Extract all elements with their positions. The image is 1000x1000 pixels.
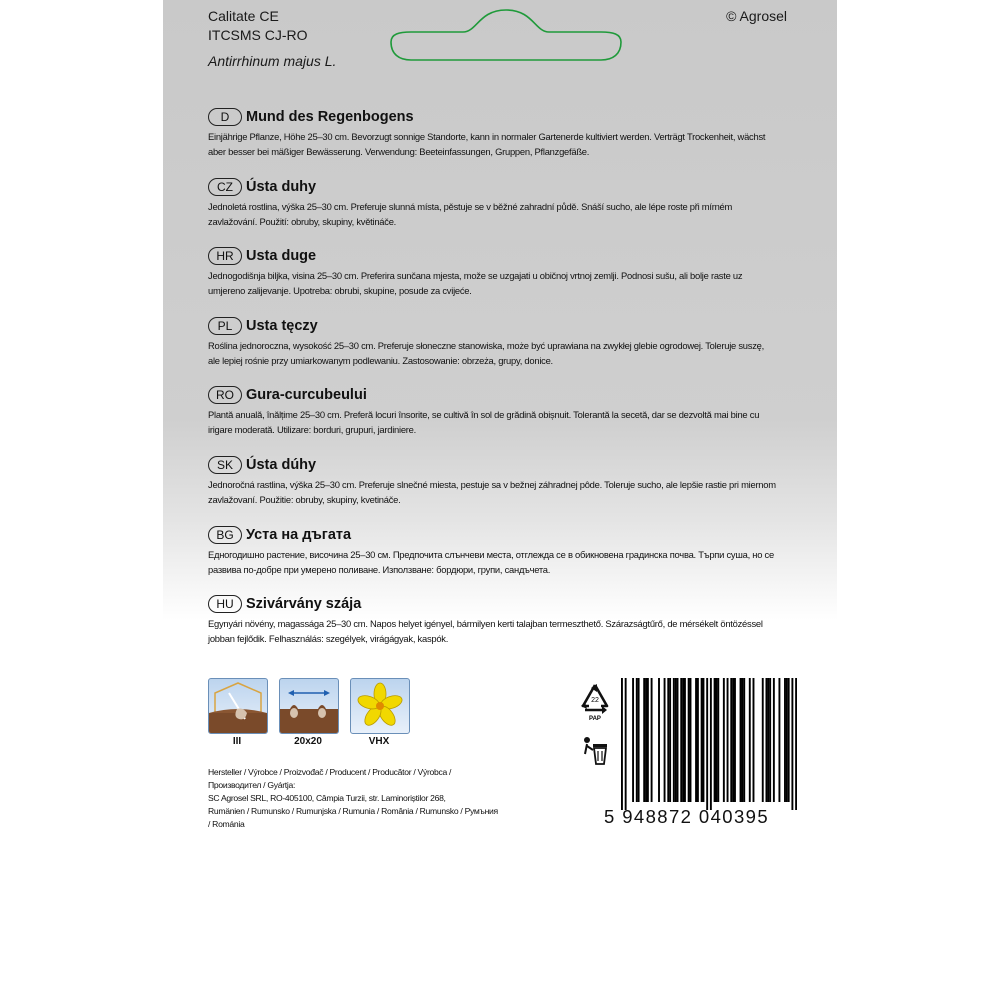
section-text-bg: Едногодишно растение, височина 25–30 см. Предпочита слънчеви места, отглежда се в обикновена градинска почва. Търпи суша, но се развива по-добре при умерено поливане. Използване: бордюри, групи, сандъчета. <box>208 549 774 575</box>
barcode-bar <box>786 678 788 802</box>
barcode-bar <box>753 678 755 802</box>
barcode-bar <box>762 678 764 802</box>
section-title-bg: Уста на дъгата <box>246 527 352 543</box>
barcode-bar <box>658 678 660 802</box>
section-title-ro: Gura-curcubeului <box>246 387 367 403</box>
section-de <box>208 107 778 159</box>
barcode-bar <box>791 678 793 810</box>
recycling-icon <box>577 682 613 722</box>
section-pl <box>208 316 778 368</box>
barcode-bar <box>788 678 790 802</box>
barcode-bar <box>767 678 769 802</box>
latin-name: Antirrhinum majus L. <box>208 53 337 69</box>
producer-line-2: SC Agrosel SRL, RO-405100, Câmpia Turzii, str. Laminoriștilor 268, <box>208 793 446 803</box>
seed-packet-back <box>163 0 837 1000</box>
flowering-icon <box>350 678 410 734</box>
section-text-ro: Plantă anuală, înălțime 25–30 cm. Preferă locuri însorite, se cultivă în sol de grădină obișnuit. Tolerantă la secetă, dar se dezvoltă mai bine cu irigare moderată. Utilizare: borduri, grupuri, jardiniere. <box>208 409 760 435</box>
hanger-hole-icon <box>381 4 631 68</box>
language-badge-bg: BG <box>208 526 242 544</box>
dispose-in-bin-icon <box>581 734 611 766</box>
barcode-bar <box>715 678 717 802</box>
section-text-pl: Roślina jednoroczna, wysokość 25–30 cm. Preferuje słoneczne stanowiska, może być uprawiana na zwykłej glebie ogrodowej. Toleruje suszę, ale lepiej rośnie przy umiarkowanym podlewaniu. Zastosowanie: obrzeża, grupy, donice. <box>208 340 764 366</box>
language-badge-cz: CZ <box>208 178 242 196</box>
barcode-bar <box>682 678 684 802</box>
barcode-bar <box>778 678 780 802</box>
barcode-bar <box>621 678 623 810</box>
section-cz <box>208 177 778 229</box>
barcode-bar <box>784 678 786 802</box>
producer-info <box>208 766 498 831</box>
barcode-bar <box>795 678 797 810</box>
barcode-bar <box>664 678 666 802</box>
barcode-bar <box>669 678 671 802</box>
sowing-month-icon <box>208 678 268 734</box>
barcode-bar <box>734 678 736 802</box>
barcode-bar <box>680 678 682 802</box>
section-text-sk: Jednoročná rastlina, výška 25–30 cm. Preferuje slnečné miesta, pestuje sa v bežnej záhradnej pôde. Toleruje sucho, ale lepšie rastie pri miernom zavlažovaní. Použitie: obruby, skupiny, kvetináče. <box>208 479 776 505</box>
language-badge-de: D <box>208 108 242 126</box>
section-title-sk: Ústa dúhy <box>246 457 317 473</box>
barcode <box>621 678 797 810</box>
section-text-hu: Egynyári növény, magassága 25–30 cm. Napos helyet igényel, bármilyen kerti talajban termeszthető. Szárazságtűrő, de mérsékelt öntözéssel jobban fejlődik. Felhasználás: szegélyek, virágágyak, kaspók. <box>208 618 763 644</box>
barcode-bar <box>730 678 732 802</box>
barcode-bar <box>690 678 692 802</box>
section-title-hr: Usta duge <box>246 248 317 264</box>
barcode-bar <box>651 678 653 802</box>
barcode-bar <box>773 678 775 802</box>
certification-label: ITCSMS CJ-RO <box>208 27 308 43</box>
section-text-de: Einjährige Pflanze, Höhe 25–30 cm. Bevorzugt sonnige Standorte, kann in normaler Gartenerde kultiviert werden. Verträgt Trockenheit, wächst aber besser bei mäßiger Bewässerung. Verwendung: Beeteinfassungen, Gruppen, Pflanzgefäße. <box>208 131 766 157</box>
barcode-bar <box>749 678 751 802</box>
barcode-bar <box>710 678 712 810</box>
barcode-bar <box>766 678 768 802</box>
language-badge-ro: RO <box>208 386 242 404</box>
section-title-de: Mund des Regenbogens <box>246 109 414 125</box>
barcode-bar <box>697 678 699 802</box>
section-ro <box>208 385 778 437</box>
barcode-bar <box>684 678 686 802</box>
barcode-bar <box>688 678 690 802</box>
barcode-bar <box>706 678 708 810</box>
barcode-bar <box>743 678 745 802</box>
language-badge-hr: HR <box>208 247 242 265</box>
section-text-cz: Jednoletá rostlina, výška 25–30 cm. Preferuje slunná místa, pěstuje se v běžné zahradní půdě. Snáší sucho, ale lépe roste při mírném zavlažování. Použití: obruby, skupiny, květináče. <box>208 201 733 227</box>
section-title-hu: Szivárvány szája <box>246 596 362 612</box>
barcode-bar <box>625 678 627 810</box>
section-hu <box>208 594 778 646</box>
barcode-bar <box>723 678 725 802</box>
flowering-label: VHX <box>368 736 390 747</box>
barcode-bar <box>667 678 669 802</box>
barcode-bar <box>717 678 719 802</box>
barcode-bar <box>675 678 677 802</box>
barcode-bar <box>636 678 638 802</box>
section-text-hr: Jednogodišnja biljka, visina 25–30 cm. Preferira sunčana mjesta, može se uzgajati u običnoj vrtnoj zemlji. Podnosi sušu, ali bolje raste uz umjereno zalijevanje. Upotreba: obrubi, skupine, posude za cvijeće. <box>208 270 743 296</box>
barcode-number: 5 948872 040395 <box>604 806 770 827</box>
section-hr <box>208 246 778 298</box>
barcode-bar <box>714 678 716 802</box>
barcode-bar <box>701 678 703 802</box>
spacing-label: 20x20 <box>294 736 322 747</box>
barcode-bar <box>643 678 645 802</box>
barcode-bar <box>732 678 734 802</box>
producer-line-1: Hersteller / Výrobce / Proizvođač / Producent / Producător / Výrobca / Производител / Gyártja: <box>208 767 452 790</box>
language-badge-pl: PL <box>208 317 242 335</box>
barcode-bar <box>740 678 742 802</box>
producer-line-3: Rumänien / Rumunsko / Rumunjska / Rumunia / România / Rumunsko / Румъния / Románia <box>208 806 498 829</box>
section-bg <box>208 525 778 577</box>
quality-label: Calitate CE <box>208 8 279 24</box>
barcode-bar <box>695 678 697 802</box>
brand-copyright: © Agrosel <box>726 8 787 24</box>
barcode-bar <box>677 678 679 802</box>
language-badge-hu: HU <box>208 595 242 613</box>
section-title-cz: Ústa duhy <box>246 179 317 195</box>
barcode-bar <box>673 678 675 802</box>
language-badge-sk: SK <box>208 456 242 474</box>
barcode-bar <box>769 678 771 802</box>
recycling-code: 22 <box>591 697 599 704</box>
barcode-bar <box>741 678 743 802</box>
section-sk <box>208 455 778 507</box>
sowing-month-label: III <box>232 736 242 747</box>
barcode-bar <box>645 678 647 802</box>
barcode-bar <box>703 678 705 802</box>
barcode-bar <box>727 678 729 802</box>
barcode-bar <box>647 678 649 802</box>
spacing-icon <box>279 678 339 734</box>
recycling-material: PAP <box>589 716 601 722</box>
section-title-pl: Usta tęczy <box>246 318 318 334</box>
barcode-bar <box>638 678 640 802</box>
barcode-bar <box>632 678 634 802</box>
